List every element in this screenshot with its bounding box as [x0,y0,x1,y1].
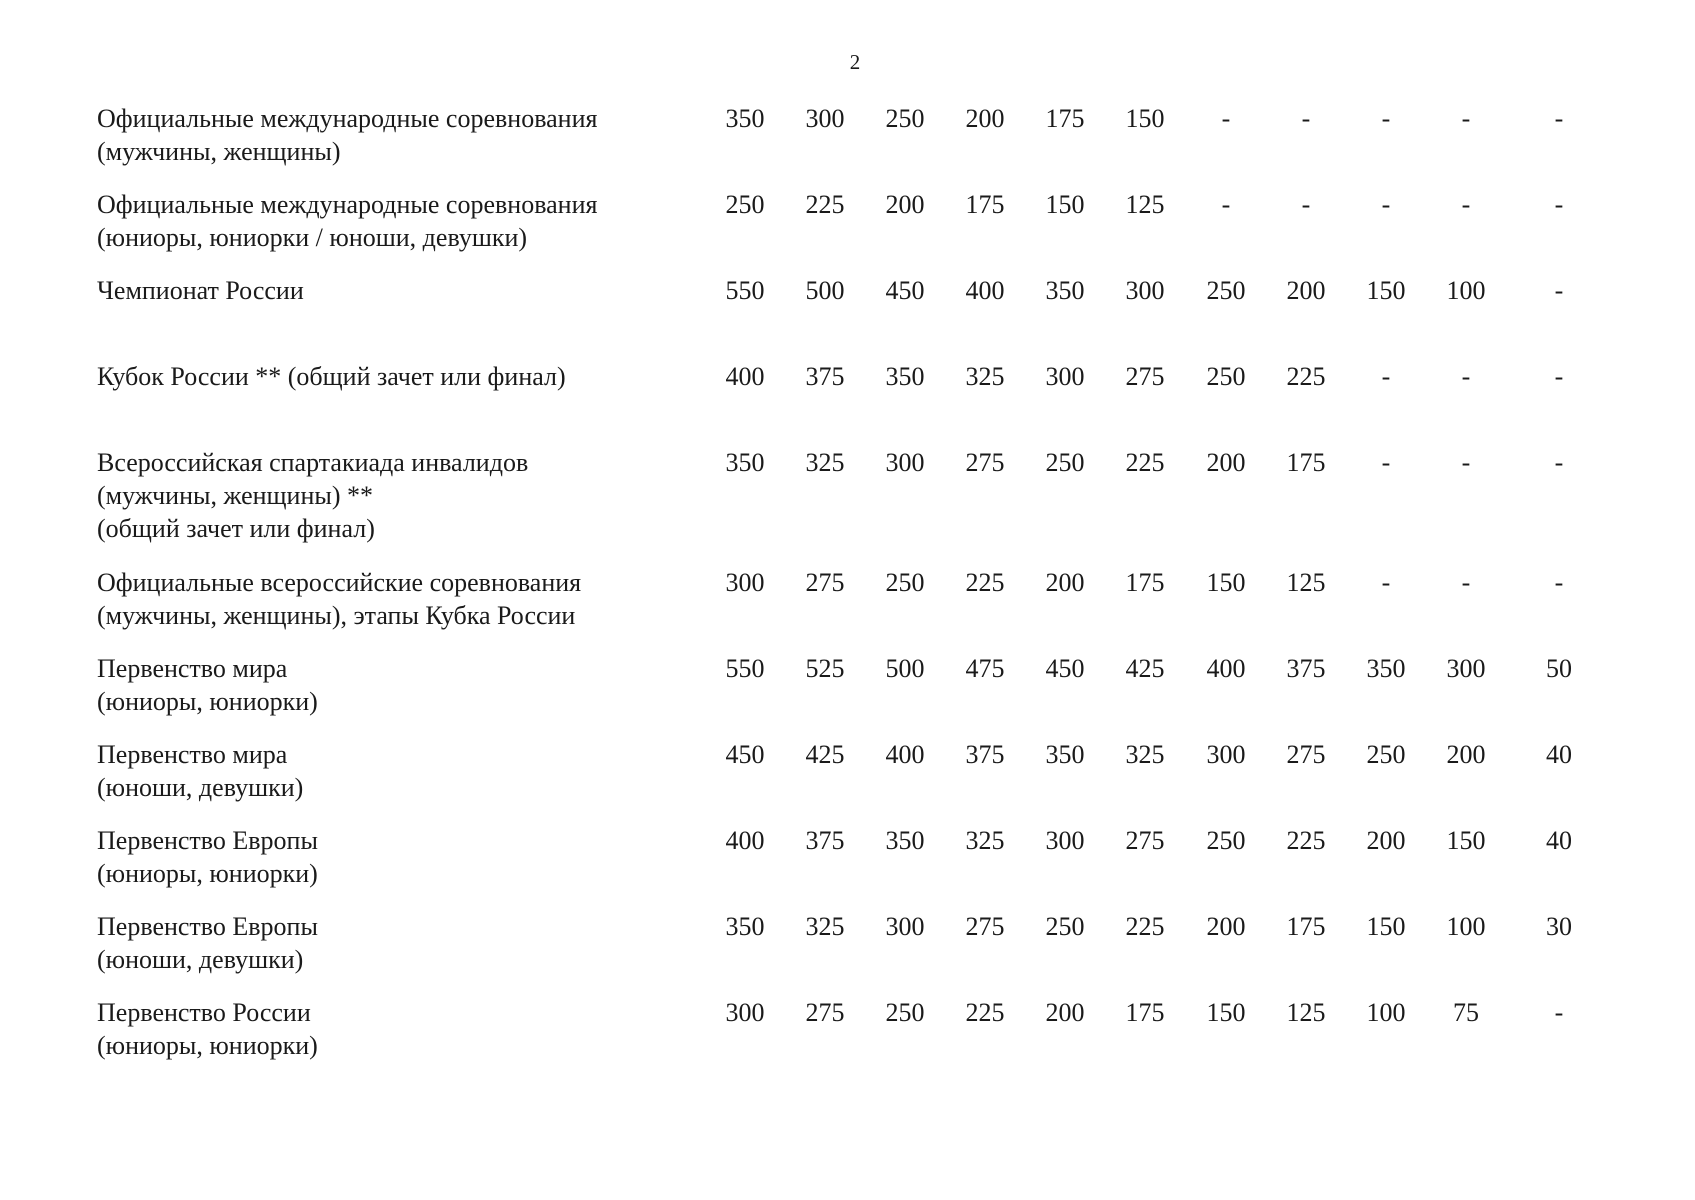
points-cell: 300 [725,568,765,597]
points-cell: - [1301,104,1311,133]
page-number: 2 [849,50,861,74]
points-cell: 200 [1446,740,1486,769]
points-cell: - [1554,998,1564,1027]
competition-label-line: Первенство Европы [97,912,318,941]
points-cell: 200 [1206,448,1246,477]
points-cell: 200 [965,104,1005,133]
points-cell: - [1381,448,1391,477]
points-cell: 175 [1286,912,1326,941]
competition-label-line: (мужчины, женщины) [97,137,341,166]
points-cell: 300 [1206,740,1246,769]
competition-label-line: (юниоры, юниорки) [97,859,318,888]
points-cell: - [1381,568,1391,597]
points-cell: 550 [725,654,765,683]
points-cell: 525 [805,654,845,683]
points-cell: 30 [1546,912,1572,941]
points-cell: 150 [1366,276,1406,305]
points-cell: 300 [805,104,845,133]
points-cell: 350 [725,912,765,941]
points-cell: 125 [1125,190,1165,219]
points-cell: 250 [885,104,925,133]
points-cell: 550 [725,276,765,305]
points-cell: - [1461,190,1471,219]
points-cell: 450 [1045,654,1085,683]
competition-label-line: (юноши, девушки) [97,945,304,974]
points-cell: 275 [805,568,845,597]
points-cell: - [1461,362,1471,391]
points-cell: - [1461,568,1471,597]
points-cell: 150 [1446,826,1486,855]
points-cell: 275 [805,998,845,1027]
points-cell: 450 [885,276,925,305]
competition-label-line: (юниоры, юниорки / юноши, девушки) [97,223,528,252]
competition-label [97,446,717,545]
points-cell: 50 [1546,654,1572,683]
points-cell: 125 [1286,568,1326,597]
points-cell: 400 [725,362,765,391]
points-cell: 425 [1125,654,1165,683]
competition-label-line: Первенство России [97,998,311,1027]
points-cell: 400 [885,740,925,769]
points-cell: 350 [1045,740,1085,769]
points-cell: 175 [1286,448,1326,477]
competition-label-line: Всероссийская спартакиада инвалидов [97,448,529,477]
points-cell: 450 [725,740,765,769]
competition-label-line: (общий зачет или финал) [97,514,375,543]
points-cell: 275 [1125,362,1165,391]
competition-label-line: (юниоры, юниорки) [97,1031,318,1060]
points-cell: 200 [1206,912,1246,941]
points-cell: 325 [805,448,845,477]
competition-label [97,274,717,307]
competition-label-line: (юноши, девушки) [97,773,304,802]
points-cell: 100 [1446,276,1486,305]
points-cell: 475 [965,654,1005,683]
competition-label-line: Первенство мира [97,654,288,683]
points-cell: 150 [1206,998,1246,1027]
points-cell: - [1461,448,1471,477]
points-cell: 225 [1286,826,1326,855]
points-cell: 300 [885,912,925,941]
points-cell: 75 [1453,998,1479,1027]
points-cell: 200 [1286,276,1326,305]
points-cell: 300 [1446,654,1486,683]
points-cell: 100 [1366,998,1406,1027]
competition-label-line: Официальные международные соревнования [97,104,598,133]
points-cell: 325 [965,826,1005,855]
points-cell: - [1554,448,1564,477]
points-cell: 250 [725,190,765,219]
points-cell: 300 [725,998,765,1027]
points-cell: - [1554,362,1564,391]
points-cell: 250 [885,998,925,1027]
points-cell: 375 [805,362,845,391]
points-cell: 225 [1125,912,1165,941]
points-cell: 200 [1045,568,1085,597]
points-cell: 225 [965,998,1005,1027]
points-cell: 175 [1045,104,1085,133]
points-cell: 150 [1366,912,1406,941]
points-cell: 250 [1045,448,1085,477]
points-cell: - [1381,362,1391,391]
competition-label [97,566,717,632]
points-cell: 325 [1125,740,1165,769]
competition-label-line: (мужчины, женщины) ** [97,481,374,510]
points-cell: - [1381,104,1391,133]
points-cell: 250 [1206,826,1246,855]
points-cell: 100 [1446,912,1486,941]
points-cell: 175 [1125,568,1165,597]
competition-label [97,824,717,890]
points-cell: 300 [885,448,925,477]
competition-label-line: Кубок России ** (общий зачет или финал) [97,362,566,391]
points-cell: 350 [1366,654,1406,683]
points-cell: 400 [725,826,765,855]
points-cell: 300 [1045,826,1085,855]
competition-label [97,996,717,1062]
points-cell: 40 [1546,740,1572,769]
points-cell: 400 [965,276,1005,305]
points-cell: - [1301,190,1311,219]
points-cell: 250 [1206,276,1246,305]
points-cell: - [1554,276,1564,305]
points-cell: - [1554,104,1564,133]
points-cell: 300 [1045,362,1085,391]
points-cell: 275 [965,448,1005,477]
competition-label-line: Официальные международные соревнования [97,190,598,219]
points-cell: 200 [1366,826,1406,855]
competition-label [97,652,717,718]
points-cell: 225 [805,190,845,219]
points-cell: 400 [1206,654,1246,683]
competition-label-line: Официальные всероссийские соревнования [97,568,582,597]
points-cell: - [1221,104,1231,133]
points-cell: 40 [1546,826,1572,855]
competition-label-line: (мужчины, женщины), этапы Кубка России [97,601,576,630]
competition-label [97,102,717,168]
points-cell: 350 [885,362,925,391]
points-cell: 275 [1286,740,1326,769]
competition-label [97,188,717,254]
points-cell: - [1554,190,1564,219]
points-cell: 200 [1045,998,1085,1027]
points-cell: - [1461,104,1471,133]
competition-label [97,738,717,804]
points-cell: 375 [1286,654,1326,683]
points-cell: 225 [1125,448,1165,477]
points-cell: 225 [1286,362,1326,391]
points-cell: 200 [885,190,925,219]
points-cell: - [1381,190,1391,219]
points-cell: - [1221,190,1231,219]
competition-label-line: (юниоры, юниорки) [97,687,318,716]
points-cell: 150 [1206,568,1246,597]
points-cell: 300 [1125,276,1165,305]
points-cell: 325 [805,912,845,941]
points-cell: 150 [1125,104,1165,133]
points-cell: 325 [965,362,1005,391]
points-cell: 175 [965,190,1005,219]
points-cell: 250 [1206,362,1246,391]
points-cell: 350 [725,104,765,133]
points-cell: 500 [805,276,845,305]
points-cell: 250 [1045,912,1085,941]
points-cell: 225 [965,568,1005,597]
points-cell: 425 [805,740,845,769]
points-cell: 275 [1125,826,1165,855]
points-cell: 350 [725,448,765,477]
competition-label-line: Первенство мира [97,740,288,769]
points-cell: 250 [1366,740,1406,769]
competition-label [97,910,717,976]
points-cell: - [1554,568,1564,597]
points-cell: 175 [1125,998,1165,1027]
points-cell: 375 [805,826,845,855]
points-cell: 350 [1045,276,1085,305]
points-cell: 150 [1045,190,1085,219]
competition-label-line: Первенство Европы [97,826,318,855]
competition-label-line: Чемпионат России [97,276,304,305]
points-cell: 275 [965,912,1005,941]
points-cell: 375 [965,740,1005,769]
points-cell: 350 [885,826,925,855]
points-cell: 500 [885,654,925,683]
points-cell: 250 [885,568,925,597]
competition-label [97,360,717,393]
points-cell: 125 [1286,998,1326,1027]
